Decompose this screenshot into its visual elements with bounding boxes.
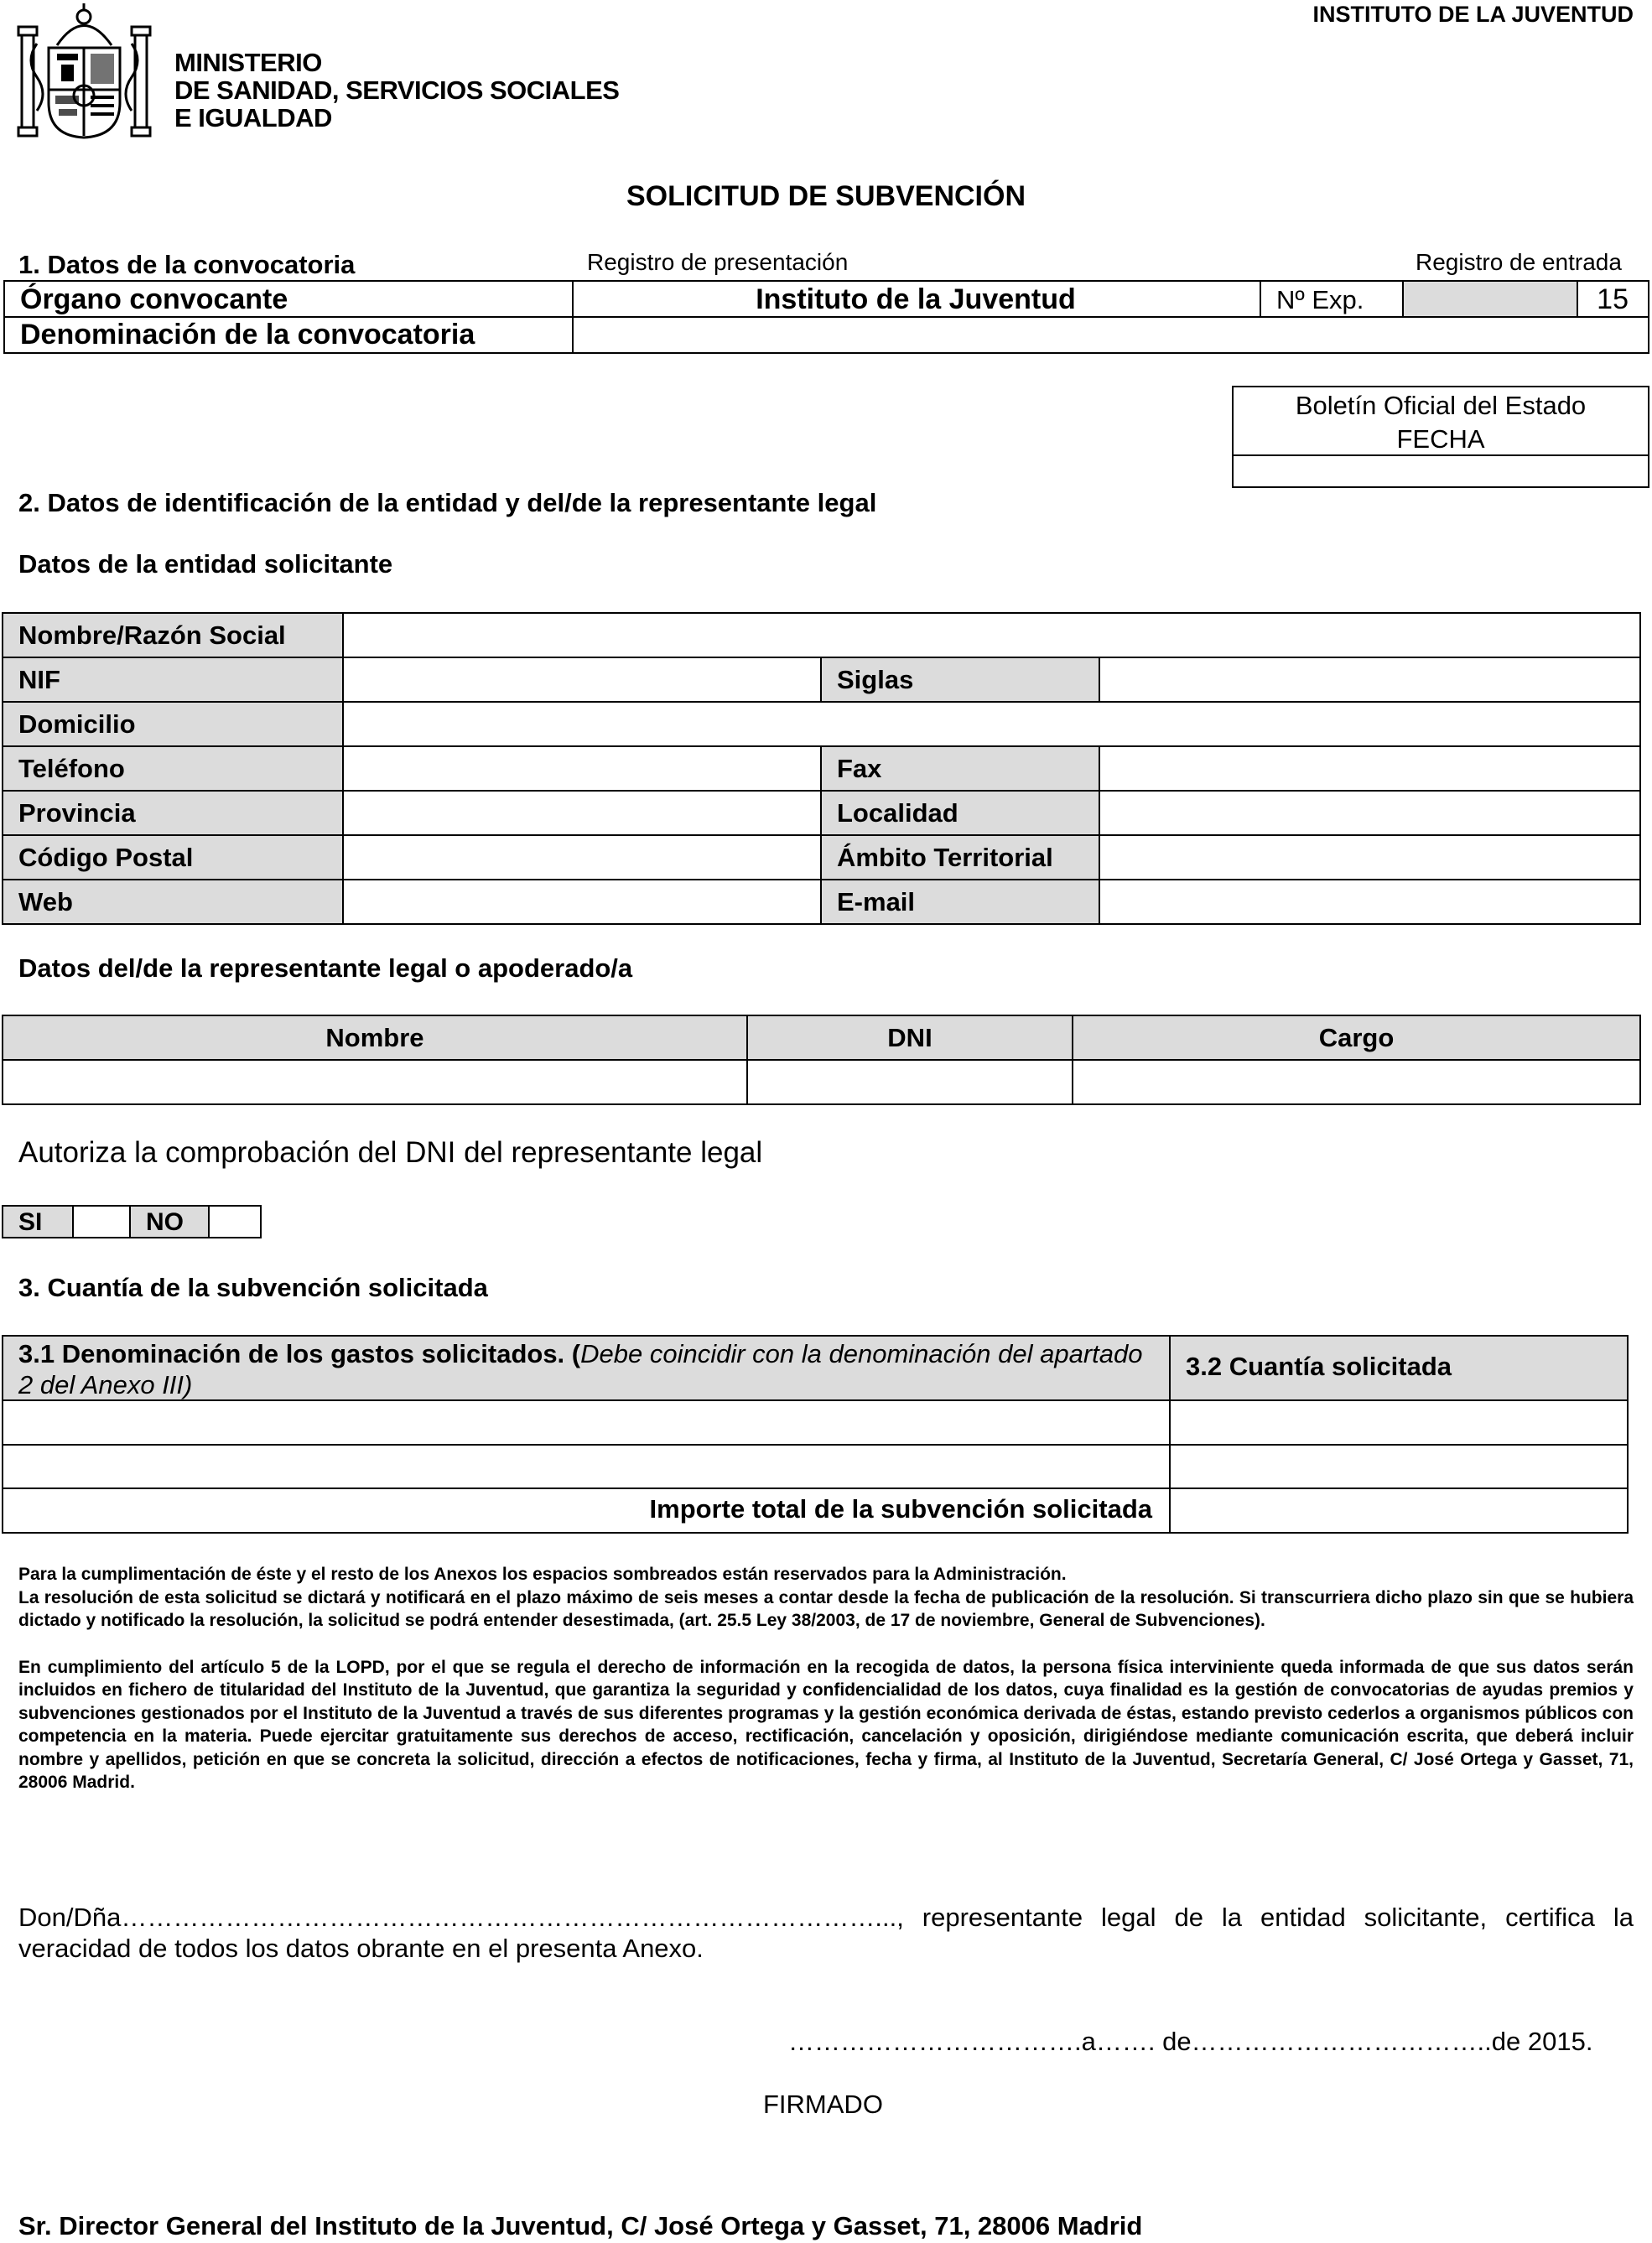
row-label: E-mail [821, 880, 1099, 924]
ambito-field[interactable] [1099, 835, 1640, 880]
boe-label: Boletín Oficial del Estado [1295, 391, 1587, 420]
localidad-field[interactable] [1099, 791, 1640, 835]
column-header: Nombre [3, 1015, 747, 1060]
row-label: Nombre/Razón Social [3, 613, 343, 657]
registro-entrada-label: Registro de entrada [1416, 249, 1622, 275]
row-label: Fax [821, 746, 1099, 791]
domicilio-field[interactable] [343, 702, 1640, 746]
total-label: Importe total de la subvención solicitada [649, 1494, 1152, 1524]
boe-fecha-field[interactable] [1234, 456, 1648, 486]
rep-nombre-field[interactable] [3, 1060, 747, 1104]
no-checkbox[interactable] [208, 1207, 260, 1237]
organo-value: Instituto de la Juventud [756, 283, 1076, 315]
si-label: SI [3, 1207, 72, 1237]
siglas-field[interactable] [1099, 657, 1640, 702]
firmado-label: FIRMADO [763, 2090, 883, 2119]
gasto-denominacion-field[interactable] [3, 1446, 1167, 1488]
column-header: DNI [747, 1015, 1073, 1060]
ministry-line: E IGUALDAD [174, 103, 332, 132]
si-checkbox[interactable] [72, 1207, 129, 1237]
section3-heading: 3. Cuantía de la subvención solicitada [18, 1273, 488, 1302]
convocatoria-table [3, 280, 1649, 354]
nif-field[interactable] [343, 657, 821, 702]
table-row [3, 613, 1640, 657]
nexp-label: Nº Exp. [1276, 285, 1364, 314]
fax-field[interactable] [1099, 746, 1640, 791]
total-field[interactable] [1171, 1489, 1627, 1532]
row-label: Ámbito Territorial [821, 835, 1099, 880]
rep-cargo-field[interactable] [1073, 1060, 1640, 1104]
table-row [3, 835, 1640, 880]
institute-name: INSTITUTO DE LA JUVENTUD [1312, 2, 1634, 27]
row-label: NIF [3, 657, 343, 702]
gastos-col-header [18, 1338, 1159, 1400]
autoriza-text: Autoriza la comprobación del DNI del representante legal [18, 1136, 763, 1169]
certify-text: Don/Dña……………………………………………………………………………..., representante legal de la entidad solicitante, certifica la veracidad de todos los datos obrante en el presenta Anexo. [18, 1903, 1634, 1963]
ministry-name [174, 49, 619, 132]
row-label: Localidad [821, 791, 1099, 835]
table-row [3, 702, 1640, 746]
section1-heading: 1. Datos de la convocatoria [18, 250, 356, 279]
cuantia-col-header: 3.2 Cuantía solicitada [1186, 1352, 1452, 1381]
rep-heading: Datos del/de la representante legal o apoderado/a [18, 953, 633, 983]
notes-block [18, 1563, 1634, 1794]
nombre-field[interactable] [343, 613, 1640, 657]
table-row [3, 657, 1640, 702]
telefono-field[interactable] [343, 746, 821, 791]
gastos-table [2, 1335, 1629, 1534]
rep-table [2, 1015, 1641, 1105]
rep-dni-field[interactable] [747, 1060, 1073, 1104]
note-shaded-spaces: Para la cumplimentación de éste y el resto de los Anexos los espacios sombreados están reservados para la Administración. [18, 1565, 1067, 1584]
email-field[interactable] [1099, 880, 1640, 924]
denominacion-field[interactable] [574, 318, 1648, 352]
registro-presentacion-label: Registro de presentación [587, 249, 849, 275]
ministry-line: DE SANIDAD, SERVICIOS SOCIALES [174, 75, 620, 105]
coat-of-arms-icon [15, 2, 153, 140]
section2-heading: 2. Datos de identificación de la entidad y del/de la representante legal [18, 488, 877, 517]
date-line: …………………………….a……. de……………………………..de 2015. [788, 2027, 1593, 2056]
row-label: Código Postal [3, 835, 343, 880]
denominacion-label: Denominación de la convocatoria [20, 319, 475, 350]
table-row [3, 791, 1640, 835]
row-label: Web [3, 880, 343, 924]
organo-label: Órgano convocante [20, 283, 288, 315]
row-label: Siglas [821, 657, 1099, 702]
si-no-group [2, 1205, 262, 1238]
column-header: Cargo [1073, 1015, 1640, 1060]
entity-table [2, 612, 1641, 925]
entity-heading: Datos de la entidad solicitante [18, 549, 393, 579]
table-row [3, 1060, 1640, 1104]
gasto-denominacion-field[interactable] [3, 1401, 1167, 1444]
no-label: NO [129, 1207, 208, 1237]
nexp-value: 15 [1597, 283, 1629, 315]
fecha-label: FECHA [1396, 424, 1485, 454]
boe-box [1232, 386, 1649, 488]
table-row [3, 746, 1640, 791]
footer-address: Sr. Director General del Instituto de la Juventud, C/ José Ortega y Gasset, 71, 28006 Madrid [18, 2211, 1143, 2240]
row-label: Provincia [3, 791, 343, 835]
row-label: Teléfono [3, 746, 343, 791]
note-lopd: En cumplimiento del artículo 5 de la LOPD, por el que se regula el derecho de información en la recogida de datos, la persona física interviniente queda informada de que sus datos serán incluidos en fichero de titularidad del Instituto de la Juventud, que garantiza la seguridad y confidencialidad de los datos, cuya finalidad es la gestión de convocatorias de ayudas premios y subvenciones gestionados por el Instituto de la Juventud a través de sus diferentes programas y la gestión económica derivada de éstas, estando previsto cederlos a organismos públicos con competencia en la materia. Puede ejercitar gratuitamente sus derechos de acceso, rectificación, cancelación y oposición, dirigiéndose mediante comunicación escrita, que deberá incluir nombre y apellidos, petición en que se concreta la solicitud, dirección a efectos de notificaciones, fecha y firma, al Instituto de la Juventud, Secretaría General, C/ José Ortega y Gasset, 71, 28006 Madrid. [18, 1657, 1634, 1792]
gastos-col-header-note: Debe coincidir con la denominación del apartado 2 del Anexo III) [18, 1339, 1143, 1399]
page-title: SOLICITUD DE SUBVENCIÓN [626, 180, 1026, 212]
gasto-cuantia-field[interactable] [1171, 1401, 1627, 1444]
row-label: Domicilio [3, 702, 343, 746]
gasto-cuantia-field[interactable] [1171, 1446, 1627, 1488]
note-resolution: La resolución de esta solicitud se dictará y notificará en el plazo máximo de seis meses a contar desde la fecha de publicación de la resolución. Si transcurriera dicho plazo sin que se hubiera dictado y notificado la resolución, la solicitud se podrá entender desestimada, (art. 25.5 Ley 38/2003, de 17 de noviembre, General de Subvenciones). [18, 1587, 1634, 1630]
web-field[interactable] [343, 880, 821, 924]
table-row [3, 1015, 1640, 1060]
codigo-postal-field[interactable] [343, 835, 821, 880]
provincia-field[interactable] [343, 791, 821, 835]
gastos-col-header-bold: 3.1 Denominación de los gastos solicitados. ( [18, 1339, 581, 1368]
table-row [3, 880, 1640, 924]
ministry-line: MINISTERIO [174, 48, 322, 77]
